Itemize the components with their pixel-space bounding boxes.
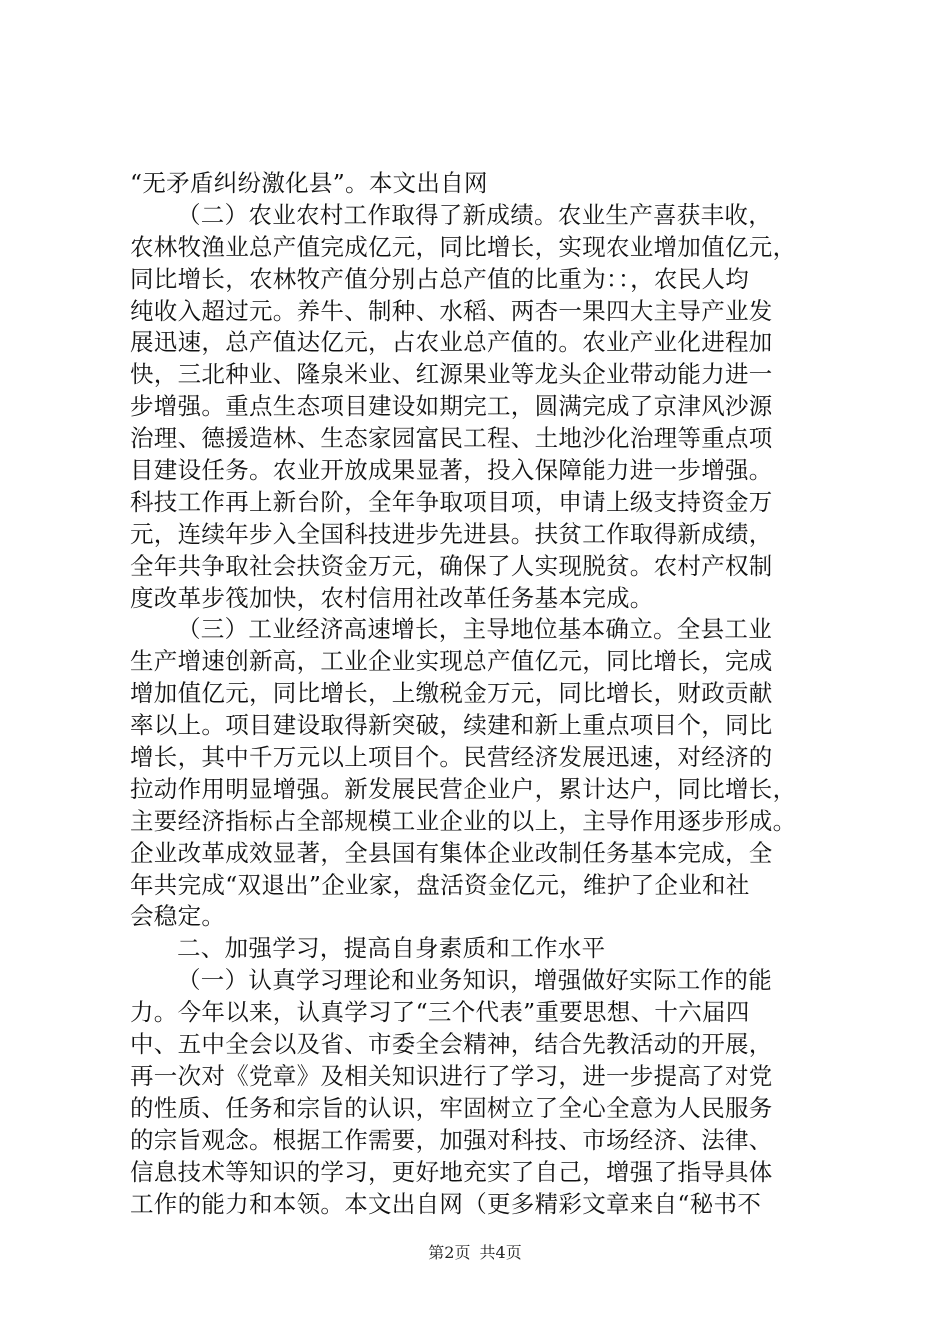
text-line: 率以上。项目建设取得新突破，续建和新上重点项目个，同比 (130, 711, 773, 740)
text-line: 同比增长，农林牧产值分别占总产值的比重为：：，农民人均 (130, 264, 750, 293)
text-line: 科技工作再上新台阶，全年争取项目项，申请上级支持资金万 (130, 487, 773, 516)
text-line: （一）认真学习理论和业务知识，增强做好实际工作的能 (177, 966, 772, 995)
text-line: 二、加强学习，提高自身素质和工作水平 (177, 934, 606, 963)
text-line: 展迅速，总产值达亿元，占农业总产值的。农业产业化进程加 (130, 328, 773, 357)
text-line: 步增强。重点生态项目建设如期完工，圆满完成了京津风沙源 (130, 392, 773, 421)
text-line: 农林牧渔业总产值完成亿元，同比增长，实现农业增加值亿元， (130, 232, 797, 261)
text-line: 年共完成“双退出”企业家，盘活资金亿元，维护了企业和社 (130, 870, 750, 899)
text-line: 元，连续年步入全国科技进步先进县。扶贫工作取得新成绩， (130, 519, 773, 548)
text-line: 工作的能力和本领。本文出自网（更多精彩文章来自“秘书不 (130, 1189, 762, 1218)
text-line: 生产增速创新高，工业企业实现总产值亿元，同比增长，完成 (130, 647, 773, 676)
text-line: 主要经济指标占全部规模工业企业的以上，主导作用逐步形成。 (130, 806, 797, 835)
text-line: 力。今年以来，认真学习了“三个代表”重要思想、十六届四 (130, 998, 750, 1027)
text-line: 的性质、任务和宗旨的认识，牢固树立了全心全意为人民服务 (130, 1093, 773, 1122)
text-line: （二）农业农村工作取得了新成绩。农业生产喜获丰收， (177, 200, 772, 229)
text-line: 再一次对《党章》及相关知识进行了学习，进一步提高了对党 (130, 1061, 773, 1090)
text-line: 信息技术等知识的学习，更好地充实了自己，增强了指导具体 (130, 1157, 773, 1186)
text-line: 增加值亿元，同比增长，上缴税金万元，同比增长，财政贡献 (130, 679, 773, 708)
text-line: 全年共争取社会扶资金万元，确保了人实现脱贫。农村产权制 (130, 551, 773, 580)
text-line: 目建设任务。农业开放成果显著，投入保障能力进一步增强。 (130, 456, 773, 485)
document-body (130, 168, 830, 1220)
text-line: （三）工业经济高速增长，主导地位基本确立。全县工业 (177, 615, 772, 644)
text-line: 会稳定。 (130, 902, 226, 931)
text-line: 度改革步筏加快，农村信用社改革任务基本完成。 (130, 583, 654, 612)
text-line: 的宗旨观念。根据工作需要，加强对科技、市场经济、法律、 (130, 1125, 773, 1154)
text-line: 纯收入超过元。养牛、制种、水稻、两杏一果四大主导产业发 (130, 296, 773, 325)
page-total: 共4页 (479, 1243, 522, 1262)
text-line: “无矛盾纠纷激化县”。本文出自网 (130, 169, 488, 197)
text-line: 中、五中全会以及省、市委全会精神，结合先教活动的开展， (130, 1030, 773, 1059)
text-line: 拉动作用明显增强。新发展民营企业户，累计达户，同比增长， (130, 774, 797, 803)
text-line: 治理、德援造林、生态家园富民工程、土地沙化治理等重点项 (130, 424, 773, 453)
page-footer (0, 1243, 950, 1263)
text-line: 快，三北种业、隆泉米业、红源果业等龙头企业带动能力进一 (130, 360, 773, 389)
text-line: 企业改革成效显著，全县国有集体企业改制任务基本完成，全 (130, 838, 773, 867)
text-line: 增长，其中千万元以上项目个。民营经济发展迅速，对经济的 (130, 743, 773, 772)
page-number: 第2页 (428, 1243, 471, 1262)
